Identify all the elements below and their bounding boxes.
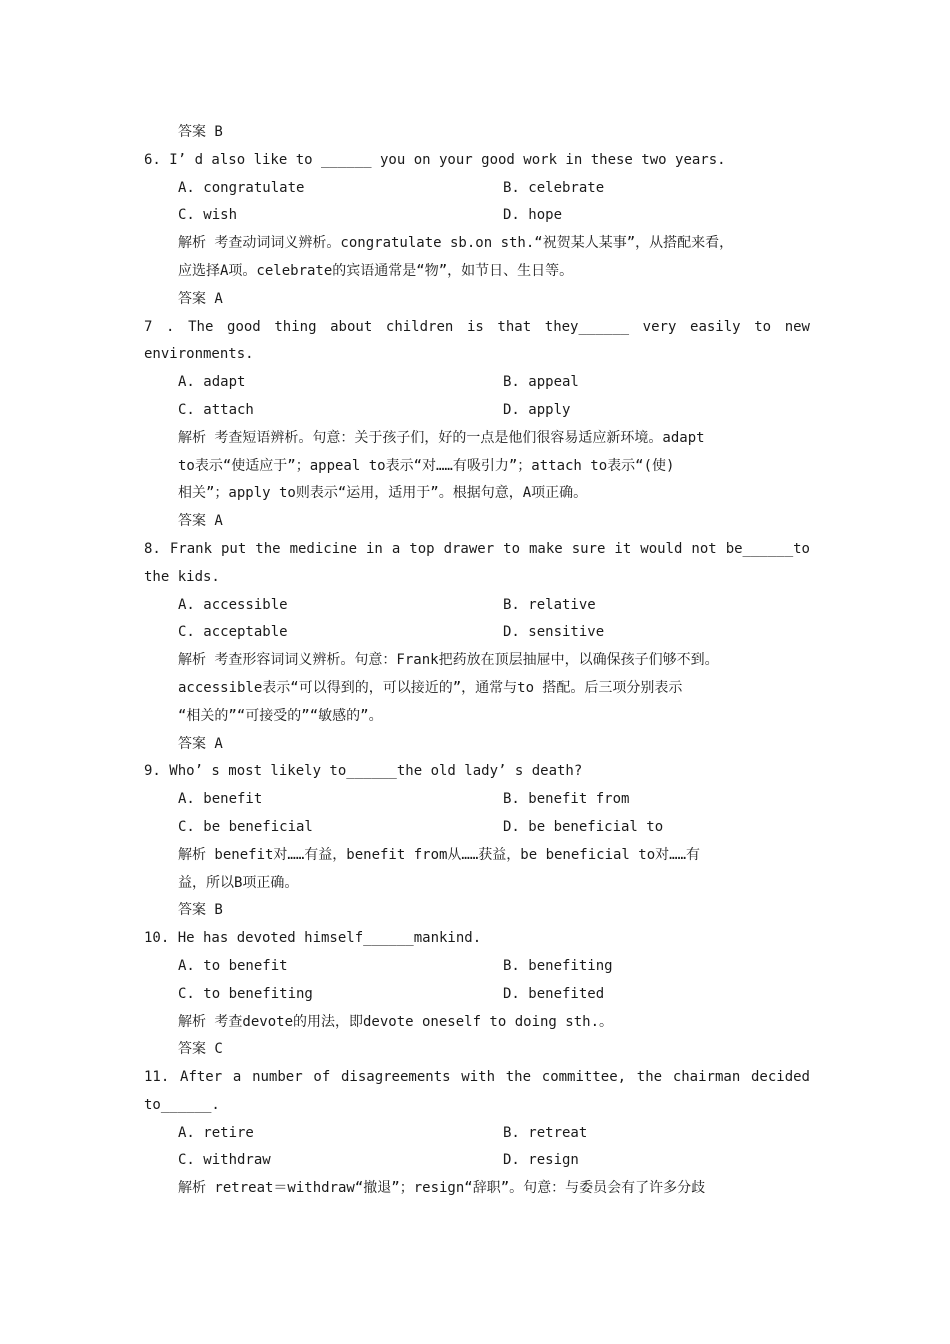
option-b: B. retreat <box>503 1124 588 1141</box>
question-8-options-row-2 <box>144 619 810 647</box>
option-a: A. accessible <box>178 596 288 613</box>
analysis-line: 解析 benefit对……有益，benefit from从……获益，be beneficial to对……有 <box>178 846 701 863</box>
answer-line: 答案 C <box>178 1041 223 1058</box>
answer-line: 答案 B <box>178 902 223 919</box>
option-c: C. wish <box>178 207 238 224</box>
question-10-options-row-2 <box>144 981 810 1009</box>
option-d: D. sensitive <box>503 624 605 641</box>
question-7-stem-cont: environments. <box>144 346 254 363</box>
option-c: C. acceptable <box>178 624 288 641</box>
analysis-line: 相关”；apply to则表示“运用，适用于”。根据句意，A项正确。 <box>178 485 588 502</box>
option-b: B. appeal <box>503 374 579 391</box>
answer-line: 答案 B <box>178 124 223 140</box>
answer-line: 答案 A <box>178 735 223 752</box>
question-7-stem: 7 . The good thing about children is that they______ very easily to new <box>144 318 810 335</box>
option-d: D. hope <box>503 207 563 224</box>
option-c: C. attach <box>178 401 254 418</box>
analysis-line: 解析 考查形容词词义辨析。句意：Frank把药放在顶层抽屉中，以确保孩子们够不到。 <box>178 652 719 669</box>
question-8-options-row-1 <box>144 592 810 620</box>
analysis-line: 益，所以B项正确。 <box>178 874 299 891</box>
question-8-stem-cont: the kids. <box>144 568 220 585</box>
analysis-line: 应选择A项。celebrate的宾语通常是“物”，如节日、生日等。 <box>178 262 574 279</box>
answer-line: 答案 A <box>178 290 223 307</box>
option-d: D. benefited <box>503 985 605 1002</box>
question-9-options-row-1 <box>144 786 810 814</box>
option-c: C. be beneficial <box>178 818 313 835</box>
analysis-line: to表示“使适应于”；appeal to表示“对……有吸引力”；attach to表示“(使) <box>178 457 675 474</box>
question-10-options-row-1 <box>144 953 810 981</box>
question-7-options-row-2 <box>144 397 810 425</box>
option-c: C. withdraw <box>178 1152 271 1169</box>
question-9-stem: 9. Who’ s most likely to______the old lady’ s death? <box>144 763 583 780</box>
document-page <box>144 119 810 1203</box>
question-11-stem-cont: to______. <box>144 1096 220 1113</box>
option-c: C. to benefiting <box>178 985 313 1002</box>
option-a: A. to benefit <box>178 957 288 974</box>
option-a: A. retire <box>178 1124 254 1141</box>
question-7-options-row-1 <box>144 369 810 397</box>
analysis-line: 解析 retreat＝withdraw“撤退”；resign“辞职”。句意：与委员会有了许多分歧 <box>178 1180 706 1197</box>
question-6-stem: 6. I’ d also like to ______ you on your good work in these two years. <box>144 151 726 168</box>
analysis-line: accessible表示“可以得到的，可以接近的”，通常与to 搭配。后三项分别表示 <box>178 679 683 696</box>
analysis-line: 解析 考查devote的用法，即devote oneself to doing sth.。 <box>178 1013 614 1030</box>
answer-line: 答案 A <box>178 513 223 530</box>
option-d: D. apply <box>503 401 571 418</box>
question-8-stem: 8. Frank put the medicine in a top drawer to make sure it would not be______to <box>144 540 810 557</box>
option-d: D. resign <box>503 1152 579 1169</box>
analysis-line: 解析 考查动词词义辨析。congratulate sb.on sth.“祝贺某人某事”，从搭配来看， <box>178 235 734 252</box>
option-d: D. be beneficial to <box>503 818 664 835</box>
option-a: A. congratulate <box>178 179 305 196</box>
option-a: A. benefit <box>178 791 263 808</box>
question-6-options-row-2 <box>144 202 810 230</box>
analysis-line: “相关的”“可接受的”“敏感的”。 <box>178 707 383 724</box>
question-9-options-row-2 <box>144 814 810 842</box>
question-11-stem: 11. After a number of disagreements with the committee, the chairman decided <box>144 1069 810 1086</box>
question-6-options-row-1 <box>144 175 810 203</box>
question-10-stem: 10. He has devoted himself______mankind. <box>144 930 482 947</box>
question-11-options-row-2 <box>144 1147 810 1175</box>
option-b: B. benefit from <box>503 791 630 808</box>
option-b: B. celebrate <box>503 179 605 196</box>
option-b: B. relative <box>503 596 596 613</box>
analysis-line: 解析 考查短语辨析。句意：关于孩子们，好的一点是他们很容易适应新环境。adapt <box>178 429 705 446</box>
option-b: B. benefiting <box>503 957 613 974</box>
question-11-options-row-1 <box>144 1120 810 1148</box>
option-a: A. adapt <box>178 374 246 391</box>
